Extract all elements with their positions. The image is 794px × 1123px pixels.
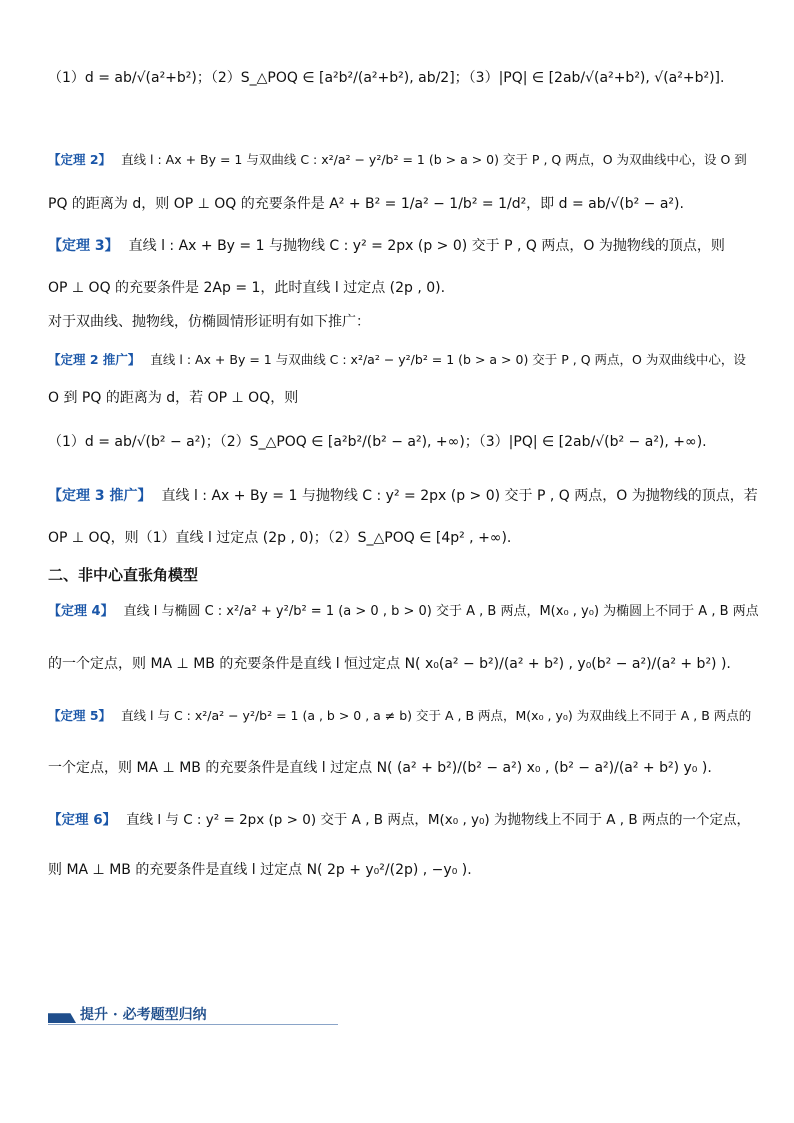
line-text: 直线 l 与 C : x²/a² − y²/b² = 1 (a , b > 0 , a ≠ b) 交于 A , B 两点，M(x₀ , y₀) 为双曲线上不同于 A , B 两点的 xyxy=(121,708,752,723)
theorem-6 xyxy=(48,812,754,828)
flag-icon xyxy=(48,1009,76,1023)
line-text: （1）d = ab/√(b² − a²)；（2）S_△POQ ∈ [a²b²/(b² − a²), +∞)；（3）|PQ| ∈ [2ab/√(b² − a²), +∞). xyxy=(48,434,707,450)
theorem-label: 【定理 2】 xyxy=(48,152,112,167)
line-text: 直线 l 与 C : y² = 2px (p > 0) 交于 A , B 两点，M(x₀ , y₀) 为抛物线上不同于 A , B 两点的一个定点， xyxy=(126,812,750,828)
theorem-3-ext xyxy=(48,488,758,505)
section-heading: 二、非中心直张角模型 xyxy=(48,566,199,584)
theorem-4 xyxy=(48,604,759,620)
line-text: 直线 l 与椭圆 C : x²/a² + y²/b² = 1 (a > 0 , b > 0) 交于 A , B 两点，M(x₀ , y₀) 为椭圆上不同于 A , B 两点 xyxy=(123,604,759,619)
theorem-5-cont xyxy=(48,760,754,777)
theorem-4-cont xyxy=(48,656,754,673)
line-text: 直线 l : Ax + By = 1 与双曲线 C : x²/a² − y²/b² = 1 (b > a > 0) 交于 P , Q 两点，O 为双曲线中心，设 xyxy=(150,352,746,367)
theorem-2-ext xyxy=(48,352,754,367)
line-1 xyxy=(48,70,754,87)
theorem-2 xyxy=(48,152,754,167)
theorem-label: 【定理 3 推广】 xyxy=(48,488,152,504)
section-title xyxy=(48,566,754,584)
line-text: 的一个定点，则 MA ⊥ MB 的充要条件是直线 l 恒过定点 N( x₀(a² − b²)/(a² + b²) , y₀(b² − a²)/(a² + b²) ). xyxy=(48,656,731,672)
theorem-2-ext-results xyxy=(48,434,754,451)
line-text: 则 MA ⊥ MB 的充要条件是直线 l 过定点 N( 2p + y₀²/(2p) , −y₀ ). xyxy=(48,862,472,878)
theorem-2-ext-cont xyxy=(48,390,754,407)
theorem-label: 【定理 6】 xyxy=(48,812,117,828)
line-text: O 到 PQ 的距离为 d，若 OP ⊥ OQ，则 xyxy=(48,390,299,406)
line-text: OP ⊥ OQ，则（1）直线 l 过定点 (2p , 0)；（2）S_△POQ ∈ [4p² , +∞). xyxy=(48,530,512,546)
theorem-label: 【定理 5】 xyxy=(48,708,112,723)
theorem-label: 【定理 2 推广】 xyxy=(48,352,141,367)
line-text: （1）d = ab/√(a²+b²)；（2）S_△POQ ∈ [a²b²/(a²+b²), ab/2]；（3）|PQ| ∈ [2ab/√(a²+b²), √(a²+b²)]. xyxy=(48,70,725,86)
line-text: 对于双曲线、抛物线，仿椭圆情形证明有如下推广： xyxy=(48,314,370,330)
footer-label: 提升 · 必考题型归纳 xyxy=(80,1007,207,1023)
footer-divider xyxy=(48,1024,338,1025)
footer-section-header xyxy=(48,1004,338,1024)
theorem-3 xyxy=(48,238,754,255)
theorem-5 xyxy=(48,708,754,723)
line-text: 直线 l : Ax + By = 1 与双曲线 C : x²/a² − y²/b² = 1 (b > a > 0) 交于 P , Q 两点，O 为双曲线中心，设 O 到 xyxy=(121,152,747,167)
line-text: 一个定点，则 MA ⊥ MB 的充要条件是直线 l 过定点 N( (a² + b²)/(b² − a²) x₀ , (b² − a²)/(a² + b²) y₀ ). xyxy=(48,760,712,776)
theorem-6-cont xyxy=(48,862,754,879)
line-text: 直线 l : Ax + By = 1 与抛物线 C : y² = 2px (p > 0) 交于 P , Q 两点，O 为抛物线的顶点，若 xyxy=(161,488,758,504)
theorem-3-ext-cont xyxy=(48,530,754,547)
line-text: OP ⊥ OQ 的充要条件是 2Ap = 1，此时直线 l 过定点 (2p , 0). xyxy=(48,280,446,296)
theorem-2-cont xyxy=(48,196,754,213)
intro-line xyxy=(48,314,754,331)
theorem-label: 【定理 3】 xyxy=(48,238,119,254)
theorem-3-cont xyxy=(48,280,754,297)
theorem-label: 【定理 4】 xyxy=(48,604,114,619)
line-text: PQ 的距离为 d，则 OP ⊥ OQ 的充要条件是 A² + B² = 1/a² − 1/b² = 1/d²，即 d = ab/√(b² − a²). xyxy=(48,196,684,212)
line-text: 直线 l : Ax + By = 1 与抛物线 C : y² = 2px (p > 0) 交于 P , Q 两点，O 为抛物线的顶点，则 xyxy=(128,238,725,254)
